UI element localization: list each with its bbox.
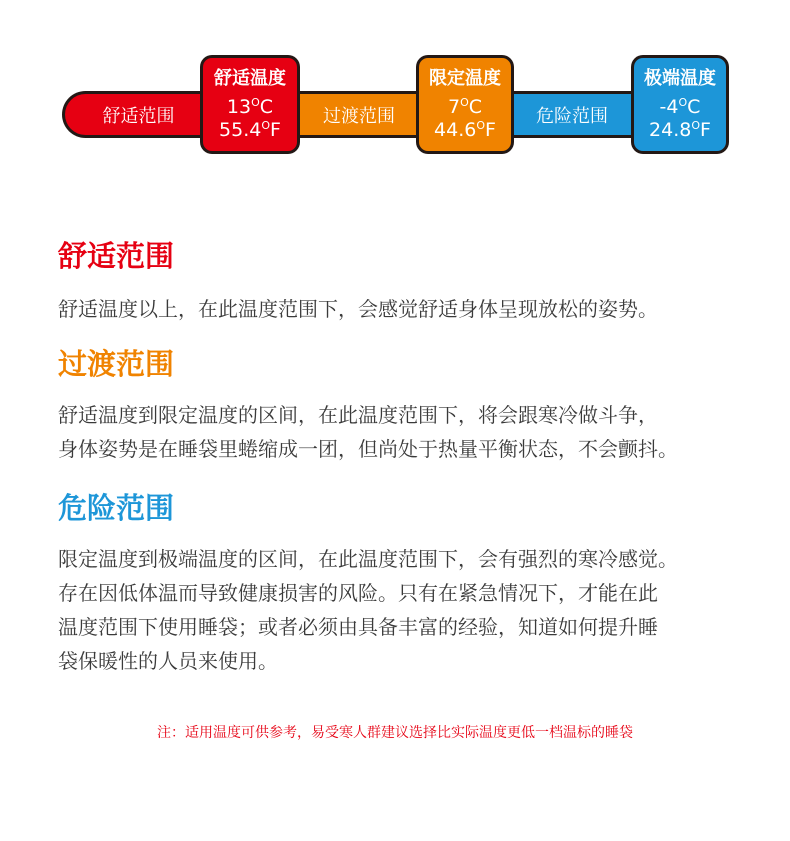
danger-section-text [58,542,758,678]
transition-range-label: 过渡范围 [323,105,395,127]
danger-text-line: 温度范围下使用睡袋；或者必须由具备丰富的经验，知道如何提升睡 [58,615,658,639]
comfort-section-title: 舒适范围 [58,239,175,273]
danger-section-title: 危险范围 [58,491,175,525]
comfort-text-line: 舒适温度以上，在此温度范围下，会感觉舒适身体呈现放松的姿势。 [58,297,658,321]
limit-temp-fahrenheit: $44.6^OF$ [434,118,496,141]
danger-text-line: 袋保暖性的人员来使用。 [58,649,278,673]
transition-text-line: 舒适温度到限定温度的区间，在此温度范围下，将会跟寒冷做斗争， [58,403,658,427]
comfort-section-text [58,292,758,326]
comfort-temp-fahrenheit: $55.4^OF$ [219,118,281,141]
danger-range-band [504,91,640,138]
comfort-temp-joint [203,88,297,94]
transition-text-line: 身体姿势是在睡袋里蜷缩成一团，但尚处于热量平衡状态，不会颤抖。 [58,437,678,461]
limit-temp-joint [419,88,511,94]
limit-temp-label: 限定温度 [429,67,501,89]
footnote: 注：适用温度可供参考，易受寒人群建议选择比实际温度更低一档温标的睡袋 [157,725,633,741]
transition-range-band [290,91,428,138]
danger-range-label: 危险范围 [536,105,608,127]
limit-temp-box [416,90,514,154]
extreme-temp-box [631,90,729,154]
danger-text-line: 存在因低体温而导致健康损害的风险。只有在紧急情况下，才能在此 [58,581,658,605]
comfort-temp-box [200,90,300,154]
extreme-temp-joint [634,88,726,94]
transition-section-text [58,398,758,466]
extreme-temp-label: 极端温度 [644,67,716,89]
comfort-temp-label: 舒适温度 [214,67,286,89]
danger-text-line: 限定温度到极端温度的区间，在此温度范围下，会有强烈的寒冷感觉。 [58,547,678,571]
comfort-range-label: 舒适范围 [102,105,175,127]
comfort-range-band [62,91,212,138]
limit-temp-celsius: $7^OC$ [447,95,483,118]
extreme-temp-fahrenheit: $24.8^OF$ [649,118,711,141]
transition-section-title: 过渡范围 [58,347,175,381]
comfort-temp-celsius: $13^OC$ [226,95,274,118]
extreme-temp-celsius: $-4^OC$ [659,95,701,118]
